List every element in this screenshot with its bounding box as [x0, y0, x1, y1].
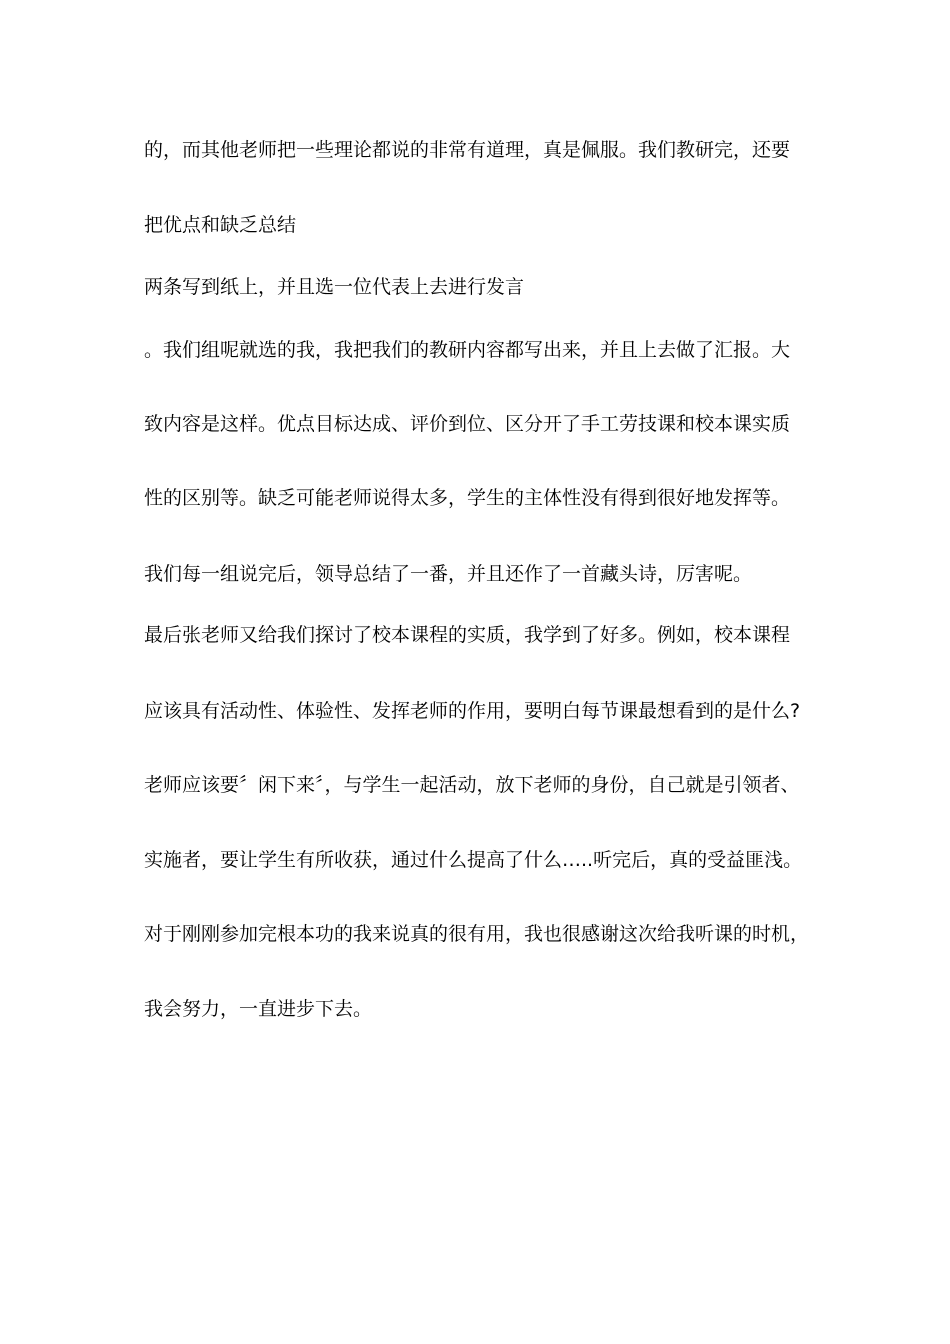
paragraph-line: 最后张老师又给我们探讨了校本课程的实质，我学到了好多。例如，校本课程 [144, 624, 791, 646]
paragraph-line: 的，而其他老师把一些理论都说的非常有道理，真是佩服。我们教研完，还要 [144, 139, 791, 161]
paragraph-line: 两条写到纸上，并且选一位代表上去进行发言 [144, 276, 525, 298]
paragraph-line: 致内容是这样。优点目标达成、评价到位、区分开了手工劳技课和校本课实质 [144, 413, 791, 435]
paragraph-line: 性的区别等。缺乏可能老师说得太多，学生的主体性没有得到很好地发挥等。 [144, 487, 791, 509]
paragraph-line: 把优点和缺乏总结 [144, 214, 297, 236]
paragraph-line: 对于刚刚参加完根本功的我来说真的很有用，我也很感谢这次给我听课的时机， [144, 923, 810, 945]
paragraph-line: 。我们组呢就选的我，我把我们的教研内容都写出来，并且上去做了汇报。大 [144, 339, 791, 361]
paragraph-line: 老师应该要〞闲下来〞，与学生一起活动，放下老师的身份，自己就是引领者、 [144, 774, 800, 796]
paragraph-line: 我们每一组说完后，领导总结了一番，并且还作了一首藏头诗，厉害呢。 [144, 563, 753, 585]
paragraph-line: 我会努力，一直进步下去。 [144, 998, 373, 1020]
paragraph-line: 应该具有活动性、体验性、发挥老师的作用，要明白每节课最想看到的是什么? [144, 700, 801, 722]
paragraph-line: 实施者，要让学生有所收获，通过什么提高了什么…..听完后，真的受益匪浅。 [144, 849, 803, 871]
